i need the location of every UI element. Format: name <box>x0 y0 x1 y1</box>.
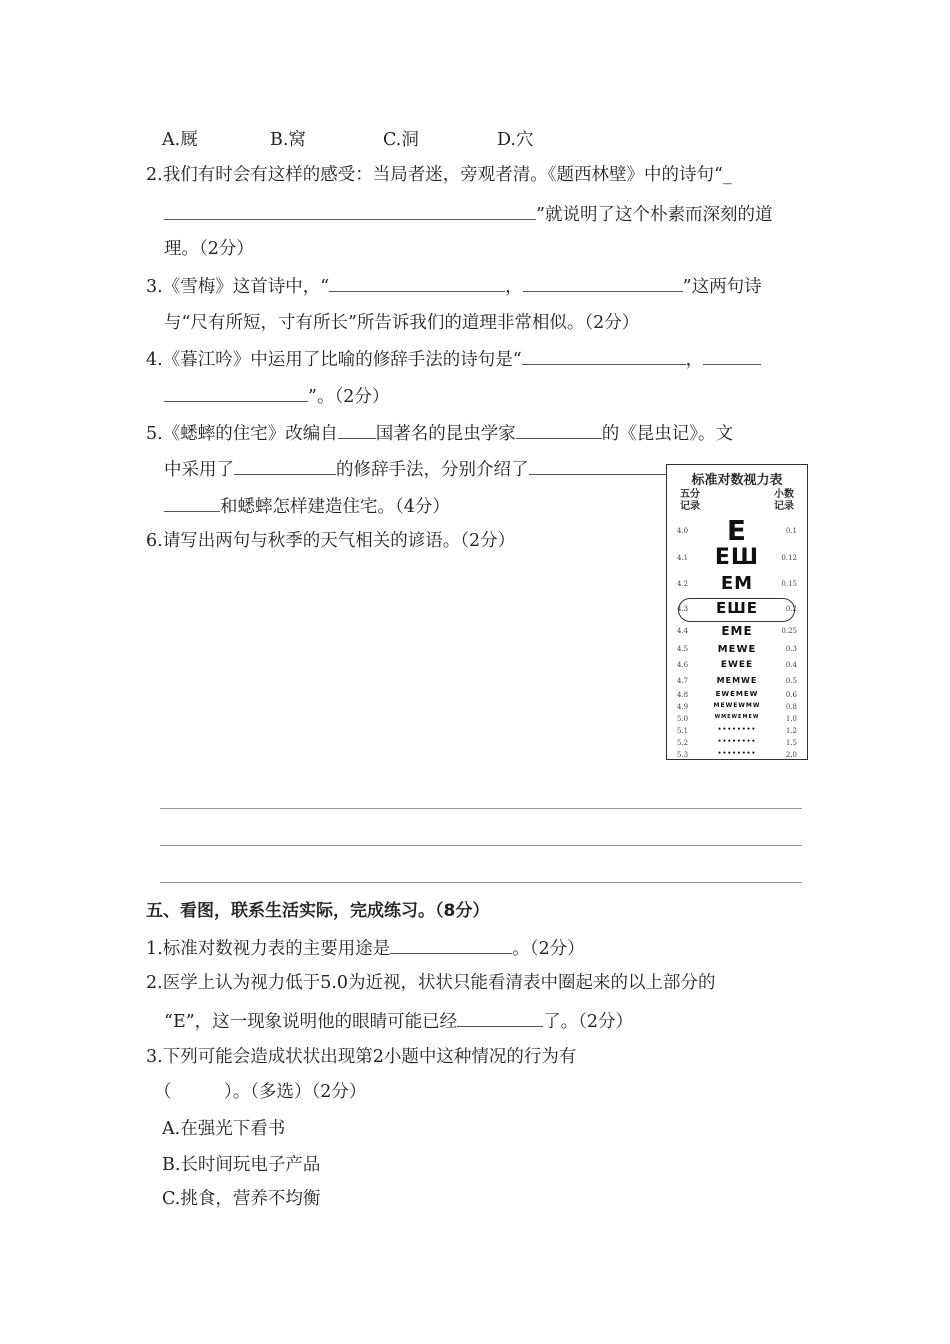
option-a: A.厩 <box>162 130 198 150</box>
eye-chart-row-right-value: 0.1 <box>785 527 797 535</box>
eye-chart-row-left-value: 4.8 <box>677 691 689 699</box>
eye-chart-row-left-value: 4.9 <box>677 703 689 711</box>
q3-line1 <box>146 273 762 299</box>
q5-blank-1[interactable] <box>338 420 376 439</box>
q5-b: 国著名的昆虫学家 <box>375 424 516 444</box>
answer-line-2[interactable] <box>160 845 802 846</box>
eye-chart-row-right-value: 1.5 <box>785 739 797 747</box>
q2-line3: 理。（2分） <box>164 239 254 259</box>
q6-prompt: 6.请写出两句与秋季的天气相关的谚语。（2分） <box>146 531 516 551</box>
eye-chart-row-right-value: 0.25 <box>781 627 797 635</box>
q4-blank-3[interactable] <box>164 383 308 402</box>
s5-option-a: A.在强光下看书 <box>162 1119 286 1139</box>
eye-chart-row-left-value: 4.0 <box>677 527 689 535</box>
s5-q2-a: “E”，这一现象说明他的眼睛可能已经 <box>164 1012 458 1032</box>
eye-chart-row-right-value: 1.0 <box>785 715 797 723</box>
q3-blank-1[interactable] <box>329 273 505 292</box>
eye-chart-optotypes: EWЕЕ <box>720 660 754 670</box>
eye-chart-title: 标准对数视力表 <box>691 473 783 488</box>
eye-chart-row-right-value: 0.8 <box>785 703 797 711</box>
q5-line3 <box>164 493 450 519</box>
eye-chart-figure <box>666 464 808 760</box>
eye-chart-row-left-value: 4.2 <box>677 580 689 588</box>
eye-chart-left-header: 五分 记录 <box>680 489 700 512</box>
option-d: D.穴 <box>497 130 534 150</box>
option-c: C.洞 <box>383 130 419 150</box>
q4-line2-end: ”。（2分） <box>308 387 390 407</box>
eye-chart-optotypes: •••••••• <box>717 726 757 733</box>
s5-option-b: B.长时间玩电子产品 <box>162 1155 321 1175</box>
eye-chart-row-right-value: 0.12 <box>781 554 797 562</box>
eye-chart-row-right-value: 2.0 <box>785 751 797 759</box>
q5-a: 5.《蟋蟀的住宅》改编自 <box>146 424 338 444</box>
eye-chart-row-right-value: 0.5 <box>785 677 797 685</box>
eye-chart-optotypes: •••••••• <box>717 750 757 757</box>
q5-d: 中采用了 <box>164 460 234 480</box>
eye-chart-row-right-value: 0.15 <box>781 580 797 588</box>
q2-blank[interactable] <box>164 201 536 220</box>
q5-line1 <box>146 420 733 446</box>
answer-line-1[interactable] <box>160 808 802 809</box>
q3-line2: 与“尺有所短，寸有所长”所告诉我们的道理非常相似。（2分） <box>164 313 640 333</box>
s5-q3-line2: （ ）。（多选）（2分） <box>154 1082 367 1102</box>
eye-chart-optotypes: MEWEWMW <box>713 702 761 709</box>
eye-chart-row-left-value: 4.4 <box>677 627 689 635</box>
q3-start: 3.《雪梅》这首诗中，“ <box>146 277 330 297</box>
q4-blank-1[interactable] <box>522 346 686 365</box>
eye-chart-optotypes: EM <box>720 573 754 594</box>
answer-line-3[interactable] <box>160 882 802 883</box>
eye-chart-row-left-value: 5.2 <box>677 739 689 747</box>
section5-title: 五、看图，联系生活实际，完成练习。（8分） <box>146 901 490 921</box>
eye-chart-optotypes: ЕШ <box>714 545 760 570</box>
eye-chart-optotypes: ЕWEMЕW <box>715 690 759 698</box>
s5-option-c: C.挑食，营养不均衡 <box>162 1189 321 1209</box>
s5-q2-b: 了。（2分） <box>543 1012 634 1032</box>
q3-blank-2[interactable] <box>523 273 683 292</box>
eye-chart-optotypes: •••••••• <box>717 738 757 745</box>
eye-chart-row-left-value: 4.3 <box>677 604 689 613</box>
eye-chart-optotypes: E <box>726 514 748 547</box>
eye-chart-row-left-value: 5.1 <box>677 727 689 735</box>
eye-chart-right-header: 小数 记录 <box>774 489 794 512</box>
q5-blank-5[interactable] <box>164 493 220 512</box>
q2-line1: 2.我们有时会有这样的感受：当局者迷，旁观者清。《题西林壁》中的诗句“_ <box>146 165 732 185</box>
eye-chart-optotypes: EMЕ <box>721 624 753 638</box>
q4-mid: ， <box>685 350 704 370</box>
eye-chart-optotypes: ЕШE <box>715 599 759 617</box>
eye-chart-row-left-value: 4.7 <box>677 677 689 685</box>
q4-start: 4.《暮江吟》中运用了比喻的修辞手法的诗句是“ <box>146 350 522 370</box>
eye-chart-optotypes: MEWE <box>717 644 757 655</box>
option-b: B.窝 <box>270 130 306 150</box>
eye-chart-row-left-value: 4.6 <box>677 661 689 669</box>
q5-c: 的《昆虫记》。文 <box>601 424 733 444</box>
q5-blank-2[interactable] <box>516 420 602 439</box>
s5-q1-b: 。（2分） <box>512 939 585 959</box>
s5-q1-a: 1.标准对数视力表的主要用途是 <box>146 939 391 959</box>
eye-chart-row-right-value: 0.2 <box>785 604 797 613</box>
eye-chart-row-right-value: 0.4 <box>785 661 797 669</box>
eye-chart-row-left-value: 4.5 <box>677 645 689 653</box>
q5-blank-3[interactable] <box>234 456 336 475</box>
s5-q2-line2 <box>164 1008 633 1034</box>
eye-chart-row-right-value: 0.3 <box>785 645 797 653</box>
q3-end: ”这两句诗 <box>682 277 762 297</box>
s5-q3-line1: 3.下列可能会造成状状出现第2小题中这种情况的行为有 <box>146 1047 577 1067</box>
q4-line2 <box>164 383 389 409</box>
q5-e: 的修辞手法，分别介绍了 <box>336 460 529 480</box>
eye-chart-optotypes: WMEWEMEW <box>714 714 760 720</box>
s5-q1-blank[interactable] <box>390 935 512 954</box>
q2-line2-text: ”就说明了这个朴素而深刻的道 <box>536 205 773 225</box>
eye-chart-row-right-value: 1.2 <box>785 727 797 735</box>
q2-line2 <box>164 201 772 227</box>
eye-chart-optotypes: MEMWE <box>716 676 758 685</box>
s5-q2-line1: 2.医学上认为视力低于5.0为近视，状状只能看清表中圈起来的以上部分的 <box>146 973 716 993</box>
eye-chart-row-right-value: 0.6 <box>785 691 797 699</box>
q4-line1 <box>146 346 761 372</box>
q3-mid: ， <box>505 277 523 297</box>
eye-chart-row-left-value: 5.0 <box>677 715 689 723</box>
q5-f: 和蟋蟀怎样建造住宅。（4分） <box>220 497 450 517</box>
s5-q2-blank[interactable] <box>457 1008 543 1027</box>
eye-chart-row-left-value: 5.3 <box>677 751 689 759</box>
eye-chart-row-left-value: 4.1 <box>677 554 689 562</box>
s5-q1 <box>146 935 585 961</box>
q4-blank-2[interactable] <box>703 346 761 365</box>
